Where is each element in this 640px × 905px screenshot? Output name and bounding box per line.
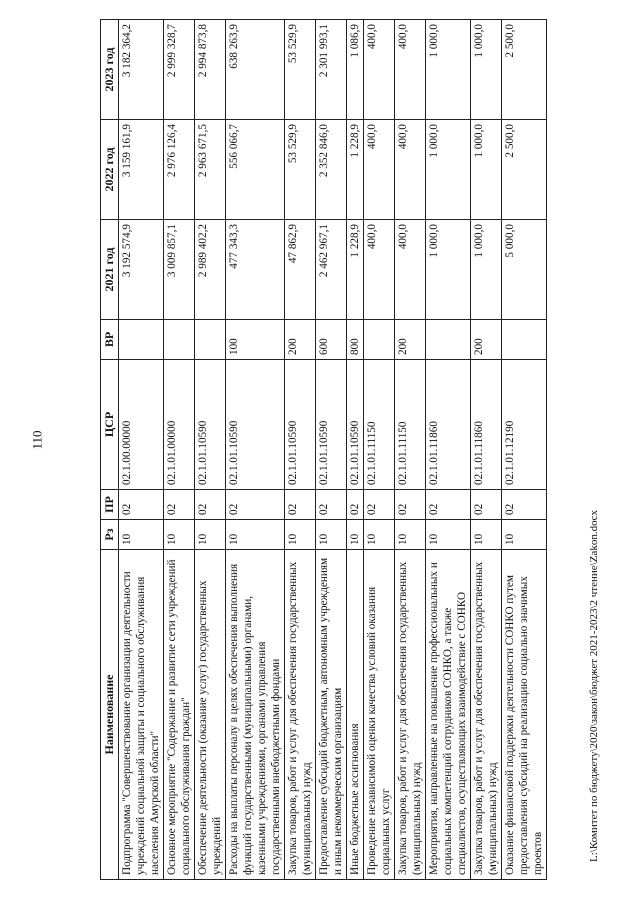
cell-csr: 02.1.00.00000 (119, 360, 164, 490)
header-2022: 2022 год (101, 120, 119, 220)
cell-y2021: 400,0 (364, 220, 395, 320)
cell-pr: 02 (316, 490, 347, 520)
cell-name: Подпрограмма "Совершенствование организации деятельности учреждений социальной защиты и социального обслуживания населения Амурской области" (119, 550, 164, 880)
cell-y2022: 2 963 671,5 (195, 120, 226, 220)
cell-rz: 10 (195, 520, 226, 550)
cell-y2023: 638 263,9 (226, 20, 285, 120)
cell-y2021: 400,0 (395, 220, 426, 320)
cell-y2022: 3 159 161,9 (119, 120, 164, 220)
header-2023: 2023 год (101, 20, 119, 120)
cell-pr: 02 (195, 490, 226, 520)
cell-pr: 02 (119, 490, 164, 520)
cell-vr (364, 320, 395, 360)
cell-name: Закупка товаров, работ и услуг для обеспечения государственных (муниципальных) нужд (395, 550, 426, 880)
cell-rz: 10 (347, 520, 364, 550)
cell-name: Обеспечение деятельности (оказание услуг) государственных учреждений (195, 550, 226, 880)
table-row (426, 20, 471, 880)
cell-csr: 02.1.01.12190 (502, 360, 547, 490)
cell-csr: 02.1.01.10590 (195, 360, 226, 490)
cell-pr: 02 (226, 490, 285, 520)
cell-y2021: 3 192 574,9 (119, 220, 164, 320)
cell-y2023: 2 999 328,7 (164, 20, 195, 120)
cell-name: Проведение независимой оценки качества условий оказания социальных услуг (364, 550, 395, 880)
cell-rz: 10 (164, 520, 195, 550)
cell-csr: 02.1.01.10590 (316, 360, 347, 490)
cell-name: Закупка товаров, работ и услуг для обеспечения государственных (муниципальных) нужд (471, 550, 502, 880)
cell-csr: 02.1.01.11860 (426, 360, 471, 490)
table-row (119, 20, 164, 880)
cell-y2022: 400,0 (364, 120, 395, 220)
cell-y2021: 2 462 967,1 (316, 220, 347, 320)
cell-rz: 10 (226, 520, 285, 550)
cell-y2023: 1 000,0 (471, 20, 502, 120)
budget-table-container (100, 20, 560, 880)
cell-name: Закупка товаров, работ и услуг для обеспечения государственных (муниципальных) нужд (285, 550, 316, 880)
cell-y2022: 1 000,0 (426, 120, 471, 220)
cell-y2022: 2 352 846,0 (316, 120, 347, 220)
cell-y2022: 400,0 (395, 120, 426, 220)
cell-y2021: 47 862,9 (285, 220, 316, 320)
table-row (164, 20, 195, 880)
cell-name: Расходы на выплаты персоналу в целях обеспечения выполнения функций государственными (муниципальными) органами, казенными учреждениями, органами управления государственными внебюджетными фондами (226, 550, 285, 880)
cell-y2022: 53 529,9 (285, 120, 316, 220)
cell-y2023: 3 182 364,2 (119, 20, 164, 120)
cell-y2021: 3 009 857,1 (164, 220, 195, 320)
cell-vr (164, 320, 195, 360)
cell-y2021: 1 228,9 (347, 220, 364, 320)
cell-vr (502, 320, 547, 360)
cell-vr: 100 (226, 320, 285, 360)
cell-y2023: 2 994 873,8 (195, 20, 226, 120)
cell-rz: 10 (316, 520, 347, 550)
header-csr: ЦСР (101, 360, 119, 490)
cell-name: Основное мероприятие "Содержание и развитие сети учреждений социального обслуживания граждан" (164, 550, 195, 880)
cell-pr: 02 (395, 490, 426, 520)
cell-vr (119, 320, 164, 360)
cell-name: Оказание финансовой поддержки деятельности СОНКО путем предоставления субсидий на реализацию социально значимых проектов (502, 550, 547, 880)
cell-y2022: 2 976 126,4 (164, 120, 195, 220)
cell-y2023: 400,0 (395, 20, 426, 120)
cell-pr: 02 (347, 490, 364, 520)
cell-vr: 200 (395, 320, 426, 360)
footer-file-path: L:\Комитет по бюджету\2020\закон\бюджет 2021-2023\2 чтение\Zakon.docx (588, 510, 600, 862)
header-2021: 2021 год (101, 220, 119, 320)
table-row (195, 20, 226, 880)
cell-rz: 10 (502, 520, 547, 550)
cell-y2021: 5 000,0 (502, 220, 547, 320)
cell-y2022: 2 500,0 (502, 120, 547, 220)
cell-vr: 600 (316, 320, 347, 360)
cell-y2021: 1 000,0 (426, 220, 471, 320)
budget-table (100, 19, 547, 880)
cell-name: Мероприятия, направленные на повышение профессиональных и социальных компетенций сотрудников СОНКО, а также специалистов, осуществляющих взаимодействие с СОНКО (426, 550, 471, 880)
cell-csr: 02.1.01.11150 (395, 360, 426, 490)
table-row (226, 20, 285, 880)
cell-y2021: 2 989 402,2 (195, 220, 226, 320)
cell-y2023: 2 301 993,1 (316, 20, 347, 120)
cell-y2023: 400,0 (364, 20, 395, 120)
cell-y2021: 477 343,3 (226, 220, 285, 320)
table-row (285, 20, 316, 880)
table-header-row (101, 20, 119, 880)
cell-pr: 02 (285, 490, 316, 520)
table-row (347, 20, 364, 880)
page-number: 110 (29, 430, 45, 450)
cell-pr: 02 (426, 490, 471, 520)
cell-y2022: 556 066,7 (226, 120, 285, 220)
header-vr: ВР (101, 320, 119, 360)
table-row (471, 20, 502, 880)
cell-csr: 02.1.01.11860 (471, 360, 502, 490)
cell-name: Иные бюджетные ассигнования (347, 550, 364, 880)
cell-pr: 02 (471, 490, 502, 520)
cell-name: Предоставление субсидий бюджетным, автономным учреждениям и иным некоммерческим организациям (316, 550, 347, 880)
cell-csr: 02.1.01.10590 (226, 360, 285, 490)
cell-csr: 02.1.01.10590 (285, 360, 316, 490)
cell-vr (426, 320, 471, 360)
table-row (364, 20, 395, 880)
header-name: Наименование (101, 550, 119, 880)
cell-csr: 02.1.01.10590 (347, 360, 364, 490)
header-rz: Рз (101, 520, 119, 550)
cell-y2023: 2 500,0 (502, 20, 547, 120)
cell-vr: 200 (285, 320, 316, 360)
cell-rz: 10 (471, 520, 502, 550)
cell-y2022: 1 000,0 (471, 120, 502, 220)
cell-y2022: 1 228,9 (347, 120, 364, 220)
cell-y2021: 1 000,0 (471, 220, 502, 320)
table-row (395, 20, 426, 880)
table-row (316, 20, 347, 880)
cell-rz: 10 (119, 520, 164, 550)
cell-vr: 800 (347, 320, 364, 360)
cell-rz: 10 (395, 520, 426, 550)
cell-vr (195, 320, 226, 360)
cell-pr: 02 (502, 490, 547, 520)
cell-y2023: 1 086,9 (347, 20, 364, 120)
cell-csr: 02.1.01.00000 (164, 360, 195, 490)
cell-rz: 10 (285, 520, 316, 550)
cell-pr: 02 (364, 490, 395, 520)
cell-csr: 02.1.01.11150 (364, 360, 395, 490)
cell-rz: 10 (426, 520, 471, 550)
cell-vr: 200 (471, 320, 502, 360)
header-pr: ПР (101, 490, 119, 520)
table-row (502, 20, 547, 880)
cell-pr: 02 (164, 490, 195, 520)
cell-y2023: 1 000,0 (426, 20, 471, 120)
cell-rz: 10 (364, 520, 395, 550)
cell-y2023: 53 529,9 (285, 20, 316, 120)
